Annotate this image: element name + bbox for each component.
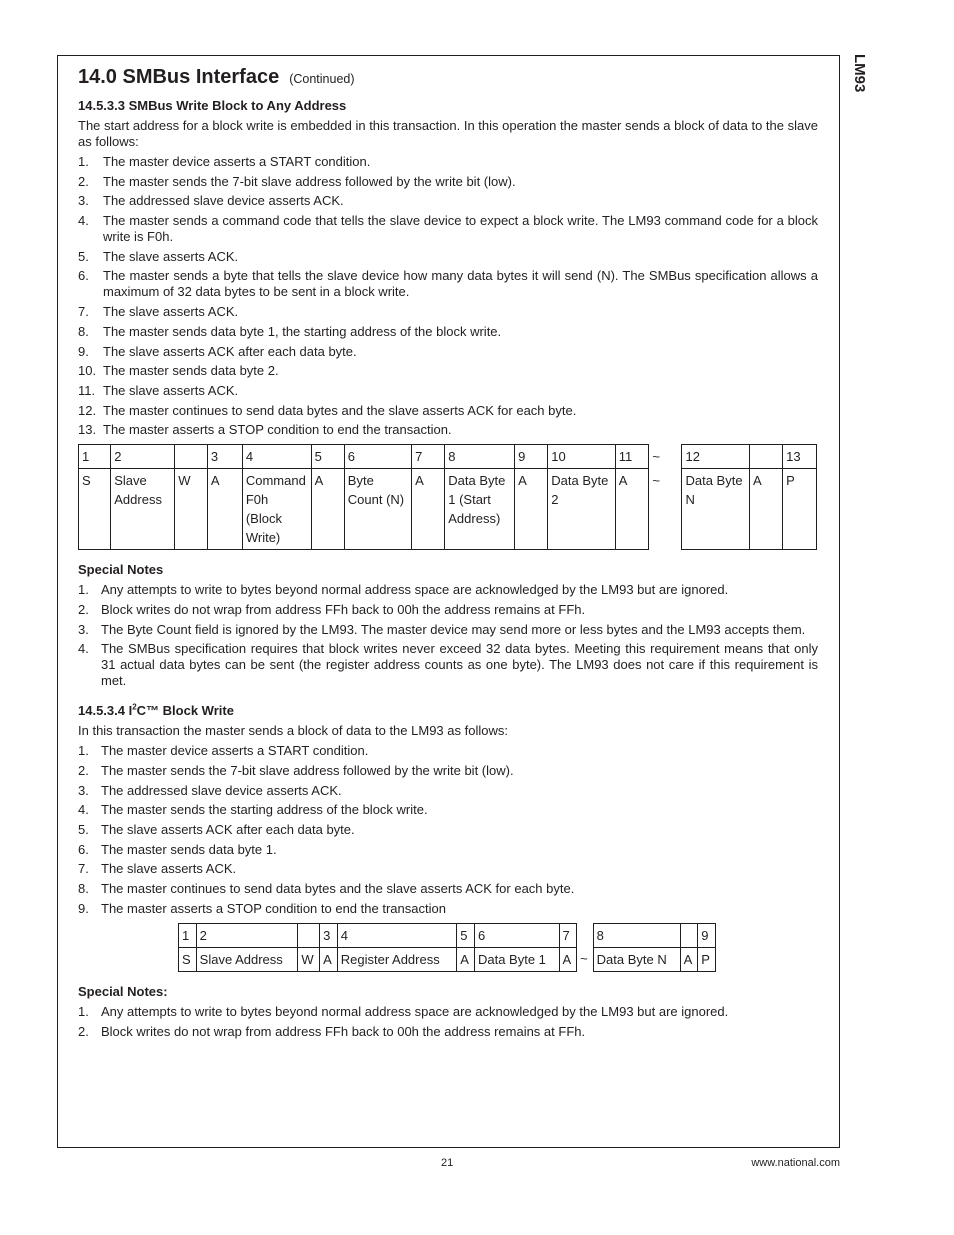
- section2-notes: [78, 1004, 818, 1040]
- list-item: 4. The master sends the starting address of the block write.: [78, 802, 428, 818]
- footer-url: www.national.com: [751, 1157, 840, 1169]
- table-header-cell: 6: [474, 923, 559, 947]
- list-item: 9. The slave asserts ACK after each data byte.: [78, 343, 357, 359]
- table-header-cell: [298, 923, 320, 947]
- section1-notes: [78, 582, 818, 689]
- table-header-cell: 2: [111, 445, 175, 469]
- list-item: 1. Any attempts to write to bytes beyond normal address space are acknowledged by the LM93 but are ignored.: [78, 1003, 729, 1019]
- table-cell: S: [79, 469, 111, 550]
- table-cell: S: [179, 947, 197, 971]
- list-item: 3. The addressed slave device asserts ACK.: [78, 782, 342, 798]
- list-item: 1. The master device asserts a START condition.: [78, 743, 369, 759]
- table-header-cell: 5: [311, 445, 344, 469]
- table-cell: A: [320, 947, 338, 971]
- section1-heading: 14.5.3.3 SMBus Write Block to Any Address: [78, 98, 347, 113]
- table-cell: Byte Count (N): [344, 469, 411, 550]
- table-header-cell: 5: [457, 923, 475, 947]
- list-item: 7. The slave asserts ACK.: [78, 861, 237, 877]
- table-header-cell: 13: [783, 445, 817, 469]
- section1-intro: The start address for a block write is embedded in this transaction. In this operation the master sends a block of data to the slave as follows:: [78, 118, 818, 149]
- table-cell: Slave Address: [196, 947, 298, 971]
- table-cell: A: [615, 469, 649, 550]
- section2-intro: In this transaction the master sends a block of data to the LM93 as follows:: [78, 723, 508, 739]
- table-cell: Data Byte N: [682, 469, 750, 550]
- table-header-cell: 3: [320, 923, 338, 947]
- list-item: 2. Block writes do not wrap from address FFh back to 00h the address remains at FFh.: [78, 601, 586, 617]
- table-cell: A: [311, 469, 344, 550]
- table-cell: W: [175, 469, 208, 550]
- table-cell: A: [515, 469, 548, 550]
- table-cell: A: [680, 947, 698, 971]
- section2-notes-heading: Special Notes:: [78, 983, 168, 999]
- protocol-table-1: [78, 444, 817, 550]
- table-cell: A: [559, 947, 577, 971]
- page-title: 14.0 SMBus Interface (Continued): [78, 66, 355, 88]
- table-cell: Slave Address: [111, 469, 175, 550]
- table-cell: Register Address: [337, 947, 457, 971]
- table-cell: Data Byte 1 (Start Address): [445, 469, 515, 550]
- table-header-cell: [750, 445, 783, 469]
- list-item: 8. The master sends data byte 1, the starting address of the block write.: [78, 323, 502, 339]
- table-cell: P: [783, 469, 817, 550]
- page-number: 21: [441, 1157, 454, 1169]
- table-header-cell: 10: [548, 445, 616, 469]
- list-item: 2. Block writes do not wrap from address FFh back to 00h the address remains at FFh.: [78, 1023, 586, 1039]
- list-item: 13. The master asserts a STOP condition to end the transaction.: [78, 422, 452, 438]
- list-item: 2. The master sends the 7-bit slave address followed by the write bit (low).: [78, 173, 516, 189]
- list-item: 4. The SMBus specification requires that block writes never exceed 32 data bytes. Meeting this requirement means that only 31 actual data bytes can be sent (the register address counts as one byte). The LM93 does not care if this requirement is met.: [78, 641, 818, 689]
- table-header-cell: 11: [615, 445, 649, 469]
- section2-steps: [78, 743, 818, 917]
- table-cell: Data Byte 1: [474, 947, 559, 971]
- table-cell: Data Byte N: [593, 947, 680, 971]
- list-item: 8. The master continues to send data bytes and the slave asserts ACK for each byte.: [78, 881, 575, 897]
- table-cell: ~: [652, 472, 660, 488]
- list-item: 1. The master device asserts a START condition.: [78, 154, 371, 169]
- table-header-cell: 8: [445, 445, 515, 469]
- table-header-cell: 7: [412, 445, 445, 469]
- table-header-cell: [175, 445, 208, 469]
- list-item: 6. The master sends data byte 1.: [78, 841, 277, 857]
- table-header-cell: ~: [649, 445, 682, 469]
- table-header-cell: 9: [515, 445, 548, 469]
- table-header-cell: [680, 923, 698, 947]
- list-item: 3. The Byte Count field is ignored by the LM93. The master device may send more or less bytes and the LM93 accepts them.: [78, 621, 806, 637]
- section1-notes-heading: Special Notes: [78, 562, 164, 578]
- table-header-cell: 6: [344, 445, 411, 469]
- list-item: 5. The slave asserts ACK after each data byte.: [78, 822, 355, 838]
- table-cell: P: [698, 947, 716, 971]
- table-header-cell: [577, 923, 593, 947]
- table-cell: Command F0h (Block Write): [242, 469, 311, 550]
- table-header-cell: 9: [698, 923, 716, 947]
- table-header-cell: 3: [207, 445, 242, 469]
- table-header-cell: 7: [559, 923, 577, 947]
- list-item: 4. The master sends a command code that tells the slave device to expect a block write. The LM93 command code for a block write is F0h.: [78, 213, 818, 245]
- table-cell: W: [298, 947, 320, 971]
- table-cell: A: [750, 469, 783, 550]
- list-item: 7. The slave asserts ACK.: [78, 304, 239, 320]
- list-item: 10. The master sends data byte 2.: [78, 363, 279, 379]
- list-item: 3. The addressed slave device asserts ACK.: [78, 193, 344, 209]
- table-cell: A: [207, 469, 242, 550]
- table-header-cell: 2: [196, 923, 298, 947]
- table-header-cell: 4: [337, 923, 457, 947]
- side-label: LM93: [851, 54, 868, 93]
- section1-steps: [78, 154, 818, 438]
- table-header-cell: 8: [593, 923, 680, 947]
- list-item: 6. The master sends a byte that tells the slave device how many data bytes it will send (N). The SMBus specification allows a maximum of 32 data bytes to be sent in a block write.: [78, 268, 818, 300]
- continued-label: (Continued): [289, 72, 355, 86]
- list-item: 1. Any attempts to write to bytes beyond normal address space are acknowledged by the LM93 but are ignored.: [78, 582, 729, 598]
- page-content: [78, 64, 818, 1043]
- list-item: 12. The master continues to send data bytes and the slave asserts ACK for each byte.: [78, 402, 577, 418]
- table-header-cell: 4: [242, 445, 311, 469]
- list-item: 5. The slave asserts ACK.: [78, 248, 239, 264]
- protocol-table-2: [178, 923, 716, 972]
- list-item: 9. The master asserts a STOP condition to end the transaction: [78, 900, 446, 916]
- table-header-cell: 1: [79, 445, 111, 469]
- table-cell: ~: [580, 951, 588, 967]
- table-cell: A: [457, 947, 475, 971]
- table-header-cell: 12: [682, 445, 750, 469]
- table-cell: Data Byte 2: [548, 469, 616, 550]
- section2-heading: 14.5.3.4 $I^2C™$ Block Write: [78, 702, 234, 719]
- list-item: 2. The master sends the 7-bit slave address followed by the write bit (low).: [78, 763, 514, 778]
- list-item: 11. The slave asserts ACK.: [78, 382, 239, 398]
- table-cell: A: [412, 469, 445, 550]
- table-header-cell: 1: [179, 923, 197, 947]
